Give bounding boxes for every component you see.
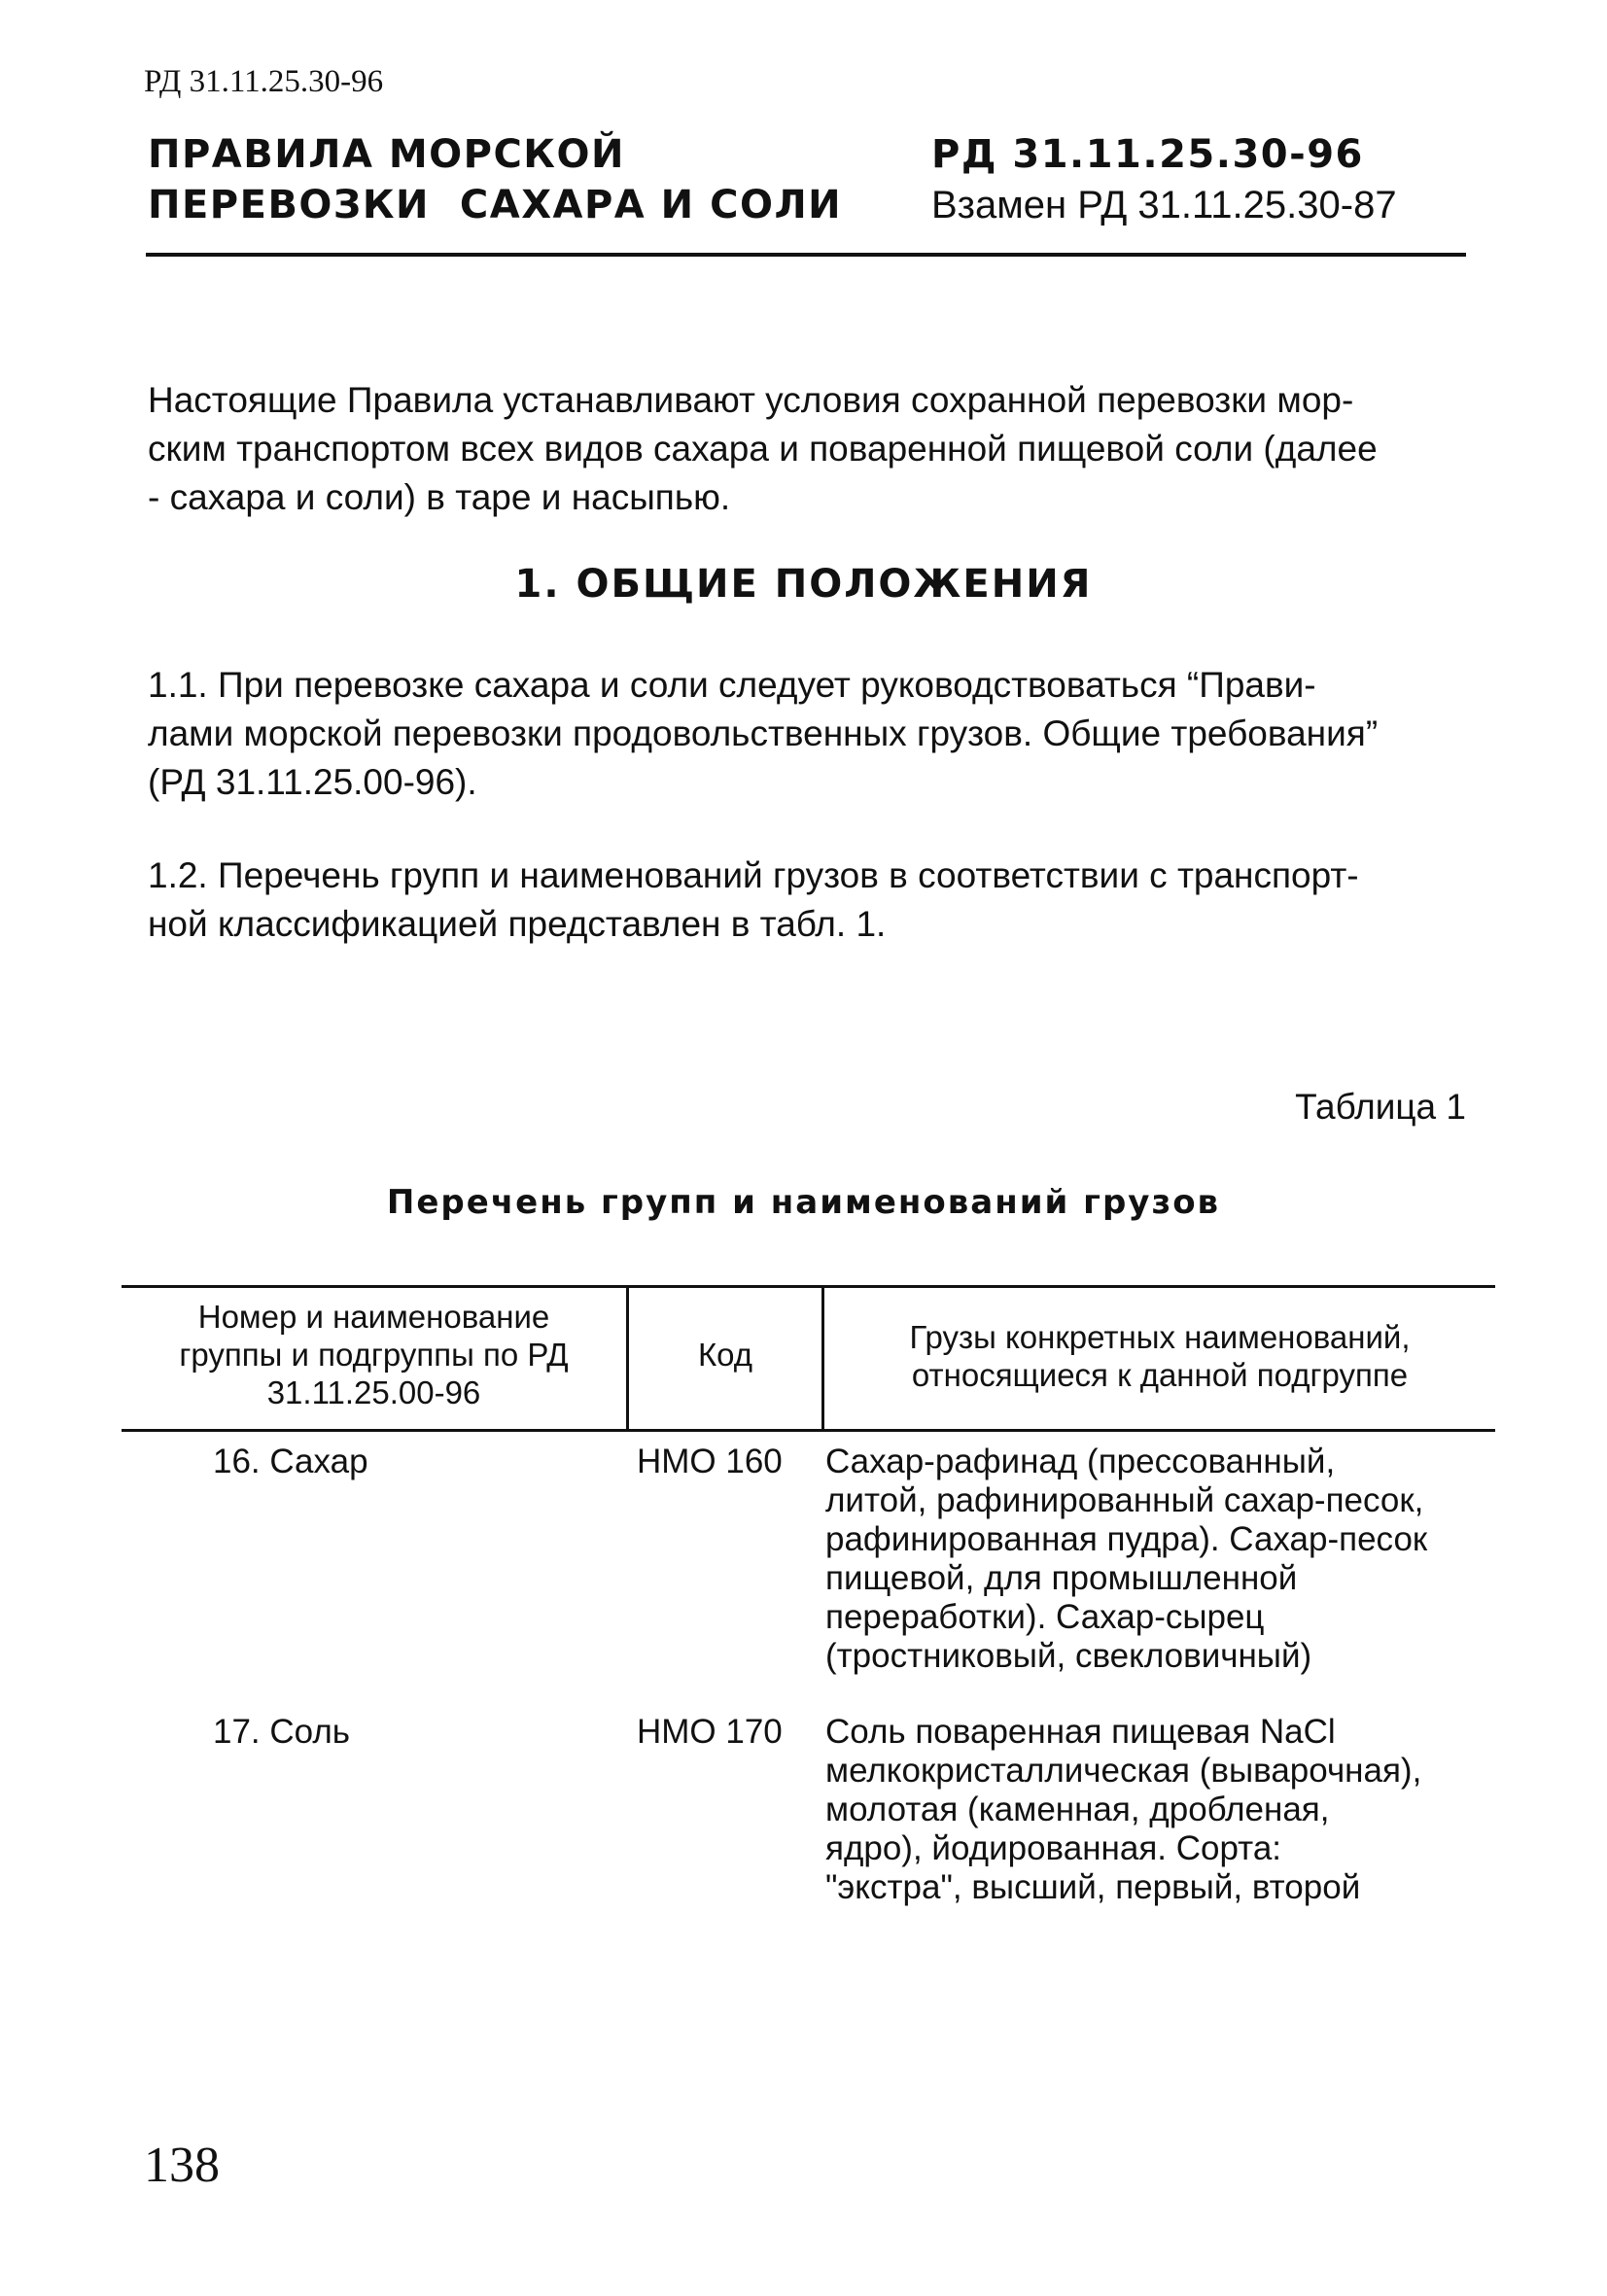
page-number: 138 (144, 2138, 220, 2193)
row-group-salt: 17. Соль (213, 1713, 351, 1751)
header-line: Номер и наименование (197, 1299, 550, 1335)
clause-1-1 (148, 661, 1470, 807)
header-divider (146, 253, 1466, 257)
cargo-line: пищевой, для промышленной (825, 1559, 1298, 1597)
table-title: Перечень групп и наименований грузов (386, 1183, 1221, 1222)
column-header-code (629, 1336, 821, 1374)
clause-line: (РД 31.11.25.00-96). (148, 762, 477, 802)
clause-line: лами морской перевозки продовольственных грузов. Общие требования” (148, 713, 1379, 753)
table-top-rule (122, 1285, 1495, 1288)
intro-paragraph (148, 376, 1470, 522)
clause-1-2 (148, 852, 1470, 949)
cargo-line: (тростниковый, свекловичный) (825, 1637, 1312, 1675)
cargo-line: переработки). Сахар-сырец (825, 1598, 1265, 1636)
column-header-group (122, 1298, 626, 1411)
cargo-line: Соль поваренная пищевая NaCl (825, 1713, 1336, 1751)
table-number: Таблица 1 (1295, 1087, 1466, 1127)
row-cargo-sugar (825, 1443, 1427, 1676)
cargo-line: ядро), йодированная. Сорта: (825, 1829, 1282, 1867)
intro-line: Настоящие Правила устанавливают условия сохранной перевозки мор- (148, 380, 1354, 420)
row-cargo-salt (825, 1713, 1421, 1907)
document-title (148, 129, 887, 230)
running-head: РД 31.11.25.30-96 (144, 64, 384, 99)
cargo-line: литой, рафинированный сахар-песок, (825, 1481, 1424, 1519)
header-line: относящиеся к данной подгруппе (911, 1357, 1409, 1393)
cargo-line: рафинированная пудра). Сахар-песок (825, 1520, 1428, 1558)
document-code: РД 31.11.25.30-96 (931, 132, 1364, 177)
intro-line: - сахара и соли) в таре и насыпью. (148, 477, 731, 517)
replaces-note: Взамен РД 31.11.25.30-87 (931, 184, 1397, 226)
row-group-sugar: 16. Сахар (213, 1443, 368, 1480)
header-line: 31.11.25.00-96 (266, 1374, 481, 1410)
clause-line: 1.1. При перевозке сахара и соли следует руководствоваться “Прави- (148, 665, 1316, 705)
clause-line: 1.2. Перечень групп и наименований грузов в соответствии с транспорт- (148, 855, 1359, 895)
cargo-line: Сахар-рафинад (прессованный, (825, 1443, 1336, 1480)
table-header-rule (122, 1429, 1495, 1432)
header-line: группы и подгруппы по РД (179, 1337, 569, 1373)
cargo-line: "экстра", высший, первый, второй (825, 1868, 1361, 1906)
clause-line: ной классификацией представлен в табл. 1. (148, 904, 887, 944)
row-code-salt: НМО 170 (637, 1713, 783, 1751)
header-line: Код (697, 1337, 753, 1373)
header-line: Грузы конкретных наименований, (909, 1319, 1411, 1355)
cargo-line: молотая (каменная, дробленая, (825, 1791, 1330, 1828)
document-title-line: ПЕРЕВОЗКИ САХАРА И СОЛИ (148, 183, 843, 227)
row-code-sugar: НМО 160 (637, 1443, 783, 1480)
document-title-line: ПРАВИЛА МОРСКОЙ (148, 132, 625, 177)
cargo-line: мелкокристаллическая (выварочная), (825, 1752, 1422, 1790)
document-designation (931, 129, 1476, 230)
section-heading: 1. ОБЩИЕ ПОЛОЖЕНИЯ (514, 562, 1093, 607)
cargo-table (122, 1285, 1495, 2257)
column-header-cargo (824, 1318, 1495, 1394)
intro-line: ским транспортом всех видов сахара и поваренной пищевой соли (далее (148, 429, 1378, 469)
